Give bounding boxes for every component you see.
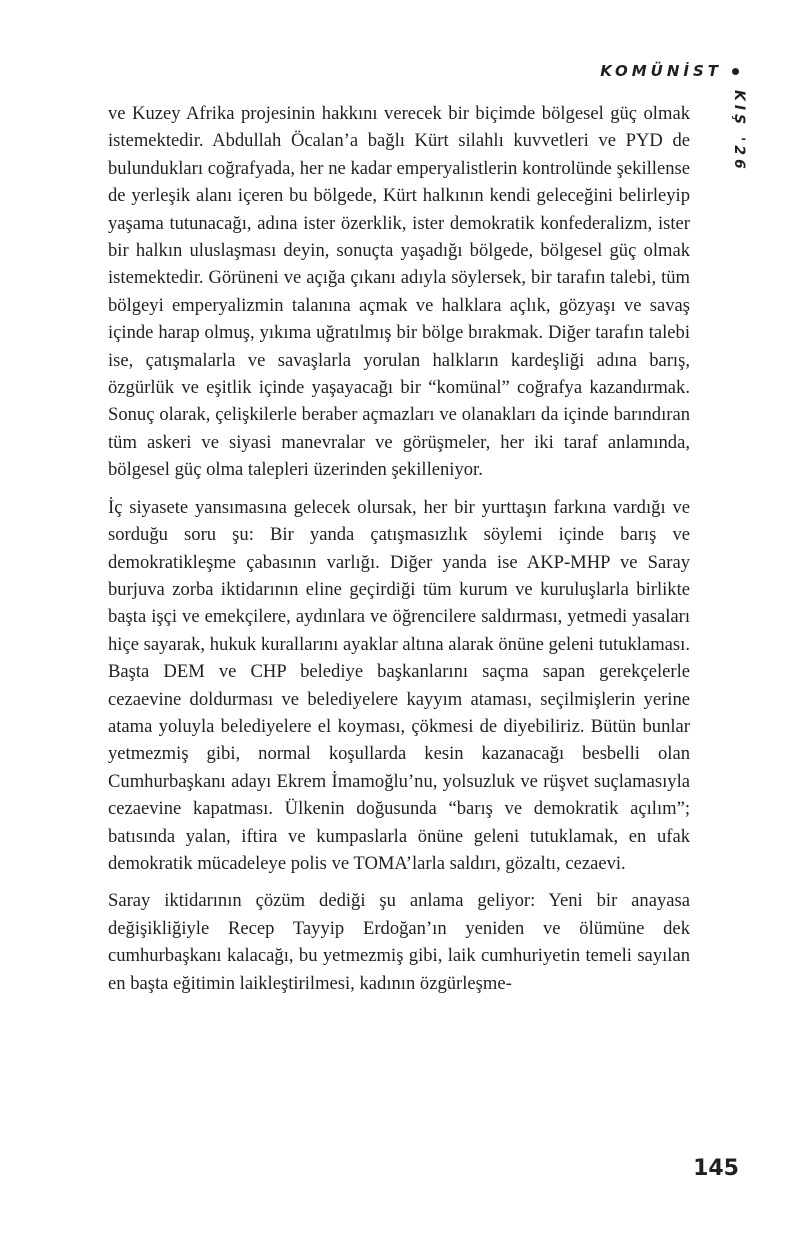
paragraph-1: ve Kuzey Afrika projesinin hakkını verecek bir biçimde bölgesel güç olmak istemektedir. Abdullah Öcalan’a bağlı Kürt silahlı kuvvetleri ve PYD de bulundukları coğrafyada, her ne kadar emperyalistlerin kontrolünde şekillense de yerleşik alanı içeren bu bölgede, Kürt halkının kendi geleceğini belirleyip yaşama tutunacağı, adına ister özerklik, ister demokratik konfederalizm, ister bir halkın uluslaşması deyin, sonuçta yaşadığı bölgede, bölgesel güç olmak istemektedir. Görüneni ve açığa çıkanı adıyla söylersek, bir tarafın talebi, tüm bölgeyi emperyalizmin talanına açmak ve halklara açlık, gözyaşı ve savaş içinde harap olmuş, yıkıma uğratılmış bir bölge bırakmak. Diğer tarafın talebi ise, çatışmalarla ve savaşlarla yorulan halkların kardeşliği adına barış, özgürlük ve eşitlik içinde yaşayacağı bir “komünal” coğrafya kazandırmak. Sonuç olarak, çelişkilerle beraber açmazları ve olanakları da içinde barındıran tüm askeri ve siyasi manevralar ve görüşmeler, her iki taraf anlamında, bölgesel güç olma talepleri üzerinden şekilleniyor. xyxy=(108,103,690,481)
running-head xyxy=(600,62,739,80)
paragraph-3: Saray iktidarının çözüm dediği şu anlama geliyor: Yeni bir anayasa değişikliğiyle Recep Tayyip Erdoğan’ın yeniden ve ölümüne dek cumhurbaşkanı kalacağı, bu yetmezmiş gibi, laik cumhuriyetin temeli sayılan en başta eğitimin laikleştirilmesi, kadının özgürleşme- xyxy=(108,890,690,994)
paragraph-2: İç siyasete yansımasına gelecek olursak, her bir yurttaşın farkına vardığı ve sorduğu soru şu: Bir yanda çatışmasızlık söylemi içinde barış ve demokratikleşme çabasının varlığı. Diğer yanda ise AKP-MHP ve Saray burjuva zorba iktidarının eline geçirdiği tüm kurum ve kuruluşlarla birlikte başta işçi ve emekçilere, aydınlara ve öğrencilere saldırması, yetmedi yasaları hiçe sayarak, hukuk kurallarını ayaklar altına alarak önüne geleni tutuklaması. Başta DEM ve CHP belediye başkanlarını saçma sapan gerekçelerle cezaevine doldurması ve belediyelere kayyım ataması, seçilmişlerin yerine atama yoluyla belediyelere el koyması, çökmesi de diyebiliriz. Bütün bunlar yetmezmiş gibi, normal koşullarda kesin kazanacağı besbelli olan Cumhurbaşkanı adayı Ekrem İmamoğlu’nu, yolsuzluk ve rüşvet suçlamasıyla cezaevine kapatması. Ülkenin doğusunda “barış ve demokratik açılım”; batısında yalan, iftira ve kumpaslarla önüne geleni tutuklamak, en ufak demokratik mücadeleye polis ve TOMA’larla saldırı, gözaltı, cezaevi. xyxy=(108,496,690,874)
issue-label: KIŞ '26 xyxy=(731,90,747,173)
bullet-dot-icon xyxy=(732,68,739,75)
journal-title: KOMÜNİST xyxy=(600,62,722,80)
page-number: 145 xyxy=(693,1156,739,1181)
article-body xyxy=(108,100,690,1007)
